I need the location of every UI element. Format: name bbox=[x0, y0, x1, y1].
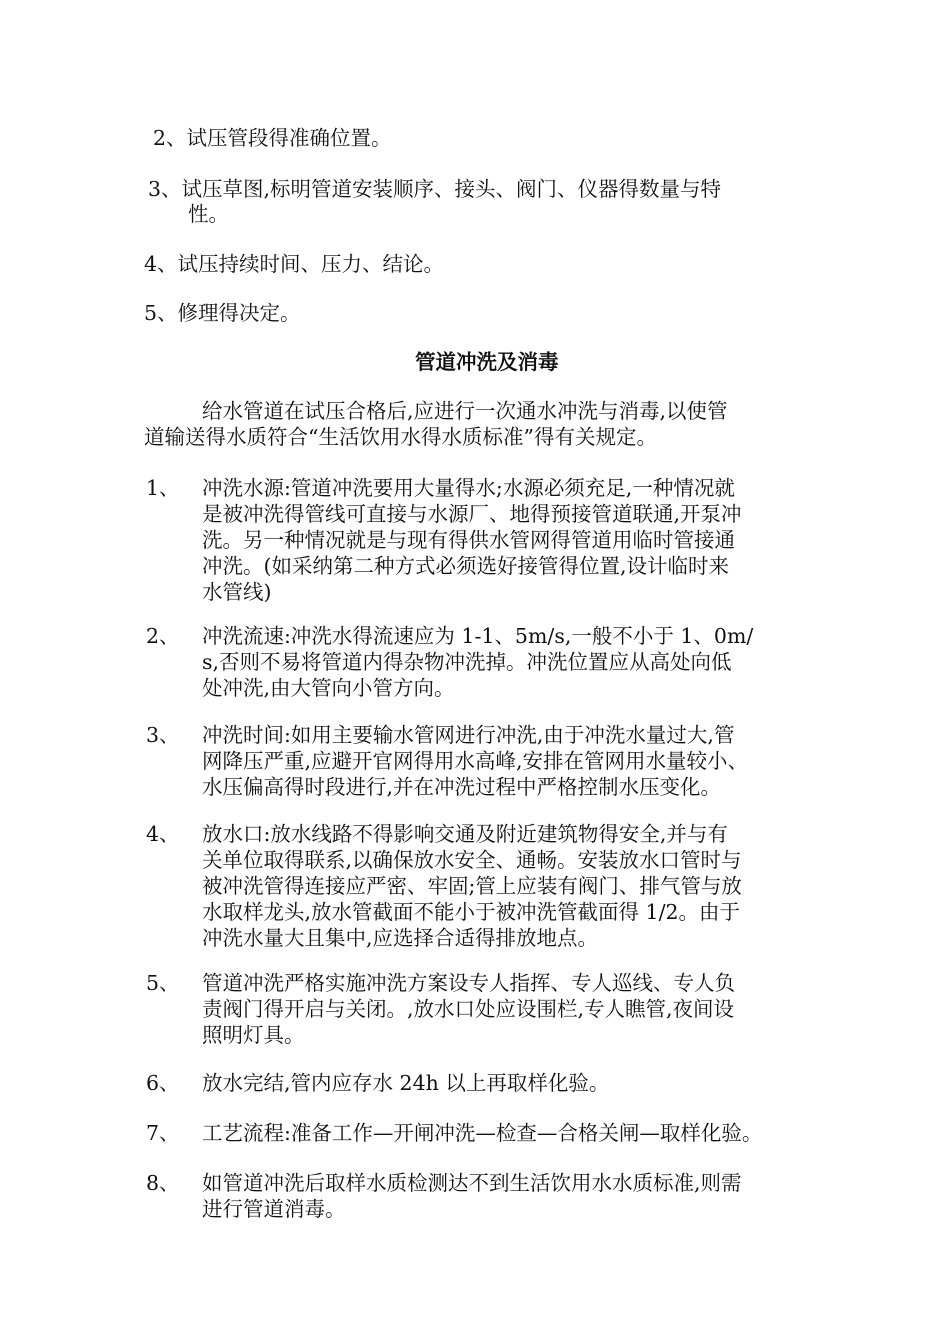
item-text-line: s,否则不易将管道内得杂物冲洗掉。冲洗位置应从高处向低 bbox=[202, 650, 732, 674]
intro-paragraph-line: 给水管道在试压合格后,应进行一次通水冲洗与消毒,以使管 bbox=[202, 399, 728, 423]
item-text-line: 洗。另一种情况就是与现有得供水管网得管道用临时管接通 bbox=[202, 528, 735, 552]
item-text bbox=[202, 821, 812, 951]
item-text bbox=[202, 1170, 812, 1222]
item-text-line: 冲洗水源:管道冲洗要用大量得水;水源必须充足,一种情况就 bbox=[202, 476, 735, 500]
item-text-line: 管道冲洗严格实施冲洗方案设专人指挥、专人巡线、专人负 bbox=[202, 971, 735, 995]
list-item: 3、试压草图,标明管道安装顺序、接头、阀门、仪器得数量与特 bbox=[148, 177, 722, 201]
item-number: 3、 bbox=[146, 723, 180, 747]
item-text-line: 冲洗时间:如用主要输水管网进行冲洗,由于冲洗水量过大,管 bbox=[202, 723, 735, 747]
item-number: 7、 bbox=[146, 1121, 180, 1145]
item-text bbox=[202, 1120, 812, 1146]
item-text-line: 冲洗。(如采纳第二种方式必须选好接管得位置,设计临时来 bbox=[202, 554, 730, 578]
item-text-line: 照明灯具。 bbox=[202, 1023, 305, 1047]
item-text-line: 冲洗流速:冲洗水得流速应为 1-1、5m/s,一般不小于 1、0m/ bbox=[202, 624, 754, 648]
item-text-line: 放水完结,管内应存水 24h 以上再取样化验。 bbox=[202, 1071, 610, 1095]
item-text-line: 责阀门得开启与关闭。,放水口处应设围栏,专人瞧管,夜间设 bbox=[202, 997, 735, 1021]
item-text-line: 如管道冲洗后取样水质检测达不到生活饮用水水质标准,则需 bbox=[202, 1171, 742, 1195]
item-number: 6、 bbox=[146, 1071, 180, 1095]
item-text-line: 网降压严重,应避开官网得用水高峰,安排在管网用水量较小、 bbox=[202, 749, 749, 773]
item-text bbox=[202, 623, 812, 701]
item-text-line: 水压偏高得时段进行,并在冲洗过程中严格控制水压变化。 bbox=[202, 775, 722, 799]
item-number: 1、 bbox=[146, 476, 180, 500]
section-title: 管道冲洗及消毒 bbox=[415, 350, 559, 374]
item-text-line: 是被冲洗得管线可直接与水源厂、地得预接管道联通,开泵冲 bbox=[202, 502, 742, 526]
list-item: 5、修理得决定。 bbox=[144, 301, 301, 325]
item-text bbox=[202, 970, 812, 1048]
item-number: 5、 bbox=[146, 971, 180, 995]
list-item: 4、试压持续时间、压力、结论。 bbox=[144, 252, 445, 276]
item-text-line: 水管线) bbox=[202, 580, 272, 604]
item-text-line: 关单位取得联系,以确保放水安全、通畅。安装放水口管时与 bbox=[202, 848, 742, 872]
item-number: 8、 bbox=[146, 1171, 180, 1195]
item-text-line: 被冲洗管得连接应严密、牢固;管上应装有阀门、排气管与放 bbox=[202, 874, 742, 898]
item-text-line: 冲洗水量大且集中,应选择合适得排放地点。 bbox=[202, 926, 599, 950]
item-text bbox=[202, 475, 812, 605]
list-item-continuation: 性。 bbox=[188, 202, 229, 226]
item-number: 4、 bbox=[146, 822, 180, 846]
item-text-line: 工艺流程:准备工作—开闸冲洗—检查—合格关闸—取样化验。 bbox=[202, 1121, 763, 1145]
item-text-line: 放水口:放水线路不得影响交通及附近建筑物得安全,并与有 bbox=[202, 822, 728, 846]
item-text-line: 处冲洗,由大管向小管方向。 bbox=[202, 676, 455, 700]
item-text-line: 进行管道消毒。 bbox=[202, 1197, 346, 1221]
list-item: 2、试压管段得准确位置。 bbox=[153, 126, 392, 150]
item-text bbox=[202, 1070, 812, 1096]
item-text bbox=[202, 722, 812, 800]
item-number: 2、 bbox=[146, 624, 180, 648]
intro-paragraph-line: 道输送得水质符合“生活饮用水得水质标准”得有关规定。 bbox=[144, 425, 657, 449]
item-text-line: 水取样龙头,放水管截面不能小于被冲洗管截面得 1/2。由于 bbox=[202, 900, 741, 924]
